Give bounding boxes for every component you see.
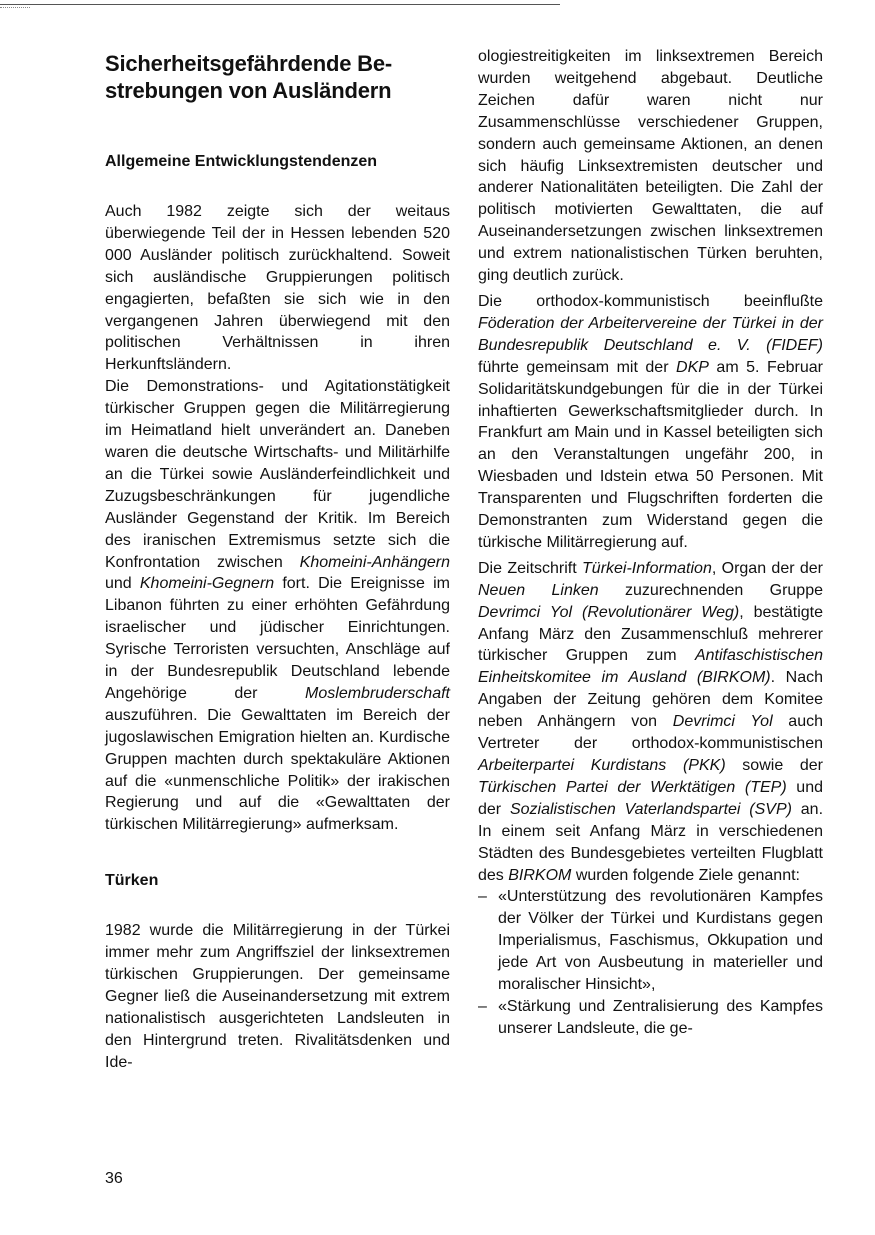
paragraph-right-2 [478,291,823,554]
list-item-goal-1 [478,886,823,996]
left-column [105,46,450,1074]
text-run: sowie der [725,757,823,774]
text-run-italic: Föderation der Arbeitervereine der Türkei in der Bundesrepublik Deutschland e. V. (FIDEF) [478,314,823,354]
page-title [105,46,450,104]
paragraph-general-1: Auch 1982 zeigte sich der weitaus überwiegende Teil der in Hessen lebenden 520 000 Ausländer politisch zurückhaltend. Soweit sich ausländische Gruppierungen politisch engagierten, befaßten sie sich wie in den vergangenen Jahren überwiegend mit den politischen Verhältnissen in ihren Herkunftsländern. [105,203,450,374]
text-run-italic: Türkischen Partei der Werktätigen (TEP) [478,778,787,796]
text-run: am 5. Februar Solidaritätskundgebungen für die in der Türkei inhaftierten Gewerkschaftsmitglieder durch. In Frankfurt am Main und in Kassel beteiligten sich an den Veranstaltungen ungefähr 200, in Wiesbaden und Idstein etwa 50 Personen. Mit Transparenten und Flugschriften forderten die Demonstranten zum Widerstand gegen die türkische Militärregierung auf. [478,358,823,551]
text-run-italic: Khomeini-Anhängern [299,553,450,571]
list-item-goal-2 [478,996,823,1040]
section-heading-general-trends: Allgemeine Entwicklungstendenzen [105,153,378,170]
text-run-italic: Khomeini-Gegnern [139,575,275,593]
text-run-italic: Sozialistischen Vaterlandspartei (SVP) [509,800,792,818]
paragraph-right-1: ologiestreitigkeiten im linksextremen Bereich wurden weitgehend abgebaut. Deutliche Zeichen dafür waren nicht nur Zusammenschlüsse verschiedener Gruppen, sondern auch gemeinsame Aktionen, an denen sich häufig Linksextremisten deutscher und anderer Nationalitäten beteiligten. Die Zahl der politisch motivierten Gewalttaten, die auf Auseinandersetzungen zwischen linksextremen und extrem nationalistischen Türken beruhten, ging deutlich zurück. [478,48,823,285]
right-column [478,46,823,1040]
text-run-italic: Devrimci Yol (Revolutionärer Weg) [478,603,740,621]
text-run: , bestätigte Anfang März den Zusammenschluß mehrerer türkischer Gruppen zum [478,603,823,665]
list-item-text: «Unterstützung des revolutionären Kampfes der Völker der Türkei und Kurdistans gegen Imperialismus, Faschismus, Okkupation und jede Art von Ausbeutung in materieller und moralischer Hinsicht», [498,888,823,994]
top-border-rule [0,4,560,5]
paragraph-turks-1: 1982 wurde die Militärregierung in der Türkei immer mehr zum Angriffsziel der linksextremen türkischen Gruppierungen. Der gemeinsame Gegner ließ die Auseinandersetzung mit extrem nationalistisch ausgerichteten Landsleuten in den Hintergrund treten. Rivalitätsdenken und Ide- [105,922,450,1071]
paragraph-right-3 [478,558,823,887]
paragraph-general-2 [105,376,450,836]
text-run: zuzurechnenden Gruppe [598,581,823,599]
list-item-text: «Stärkung und Zentralisierung des Kampfes unserer Landsleute, die ge- [498,997,823,1037]
text-run: . Nach Angaben der Zeitung gehören dem Komitee neben Anhängern von [478,669,823,731]
text-run-italic: Arbeiterpartei Kurdistans (PKK) [478,757,726,774]
text-run: an. In einem seit Anfang März in verschiedenen Städten des Bundesgebietes verteilten Flugblatt des [478,800,824,884]
dash-bullet: – [478,888,487,906]
text-run-italic: BIRKOM [508,866,572,884]
text-run: auszuführen. Die Gewalttaten im Bereich der jugoslawischen Emigration hielten an. Kurdische Gruppen machten durch spektakuläre Aktionen auf die «unmenschliche Politik» der irakischen Regierung und auf die «Gewalttaten der türkischen Militärregierung» aufmerksam. [105,706,450,834]
text-run: auch Vertreter der orthodox-kommunistischen [478,713,824,753]
section-heading-turks: Türken [105,872,159,890]
text-run: Die Zeitschrift [478,559,583,577]
text-run: fort. Die Ereignisse im Libanon führten zu einer erhöhten Gefährdung israelischer und jüdischer Einrichtungen. Syrische Terroristen versuchten, Anschläge auf in der Bundesrepublik Deutschland lebende Angehörige der [105,575,451,702]
text-run: , Organ der der [711,559,823,577]
text-run-italic: DKP [676,358,709,376]
text-run-italic: Moslembruderschaft [305,684,450,702]
title-line-2: strebungen von Ausländern [105,78,392,103]
text-run: Die orthodox-kommunistisch beeinflußte [478,292,823,310]
top-border-dots [0,7,30,8]
text-run: Die Demonstrations- und Agitationstätigkeit türkischer Gruppen gegen die Militärregierung im Heimatland hielt unverändert an. Daneben waren die deutsche Wirtschafts- und Militärhilfe an die Türkei sowie Ausländerfeindlichkeit und Zuzugsbeschränkungen für jugendliche Ausländer Gegenstand der Kritik. Im Bereich des iranischen Extremismus setzte sich die Konfrontation zwischen [105,378,450,571]
text-run: führte gemeinsam mit der [478,358,677,376]
page-number: 36 [105,1170,123,1187]
dash-bullet: – [478,997,487,1015]
text-run: und [105,575,140,593]
text-run-italic: Neuen Linken [478,581,599,599]
title-line-1: Sicherheitsgefährdende Be- [105,51,392,76]
text-run: und der [478,778,824,818]
text-run-italic: Antifaschistischen Einheitskomitee im Ausland (BIRKOM) [478,647,823,687]
text-run: wurden folgende Ziele genannt: [571,866,800,884]
text-run-italic: Türkei-Information [582,559,712,577]
text-run-italic: Devrimci Yol [672,713,773,731]
